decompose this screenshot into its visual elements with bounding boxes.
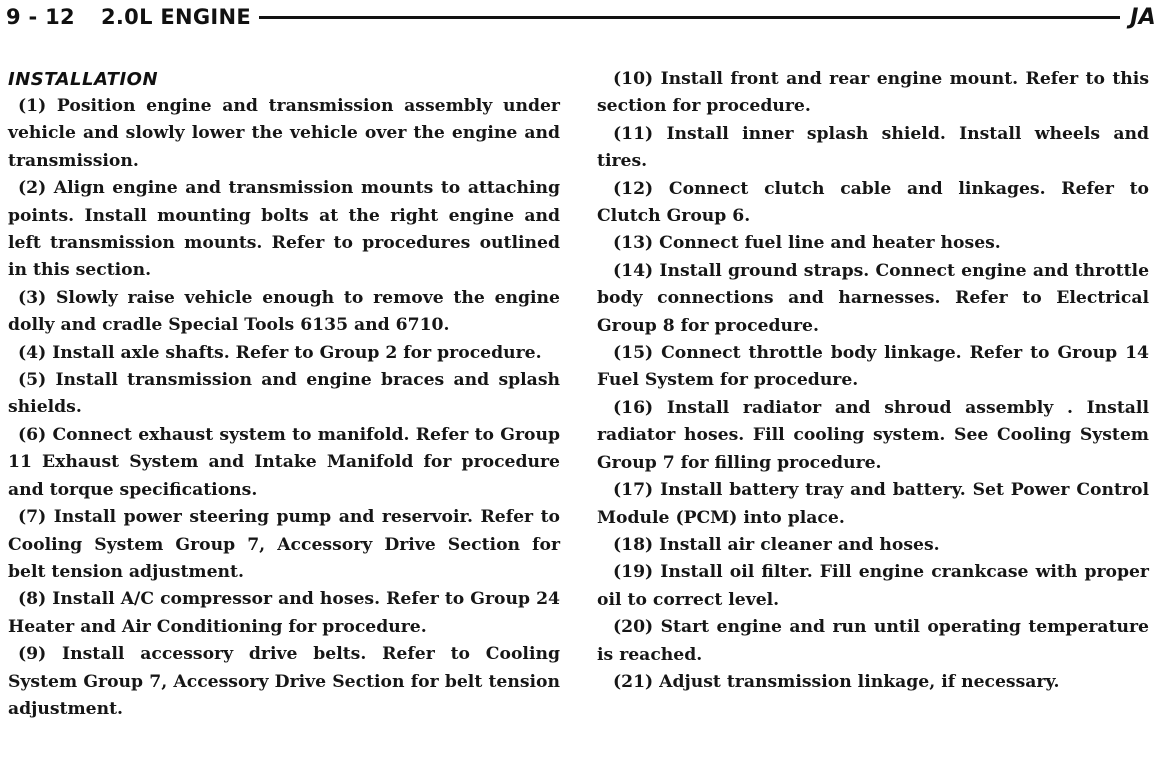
installation-step: (14) Install ground straps. Connect engine and throttle body connections and harnesses. Refer to Electrical Group 8 for procedure.: [597, 260, 1149, 336]
installation-step: (16) Install radiator and shroud assembly . Install radiator hoses. Fill cooling system. See Cooling System Group 7 for filling procedure.: [597, 397, 1149, 473]
installation-step: (4) Install axle shafts. Refer to Group 2 for procedure.: [18, 342, 542, 363]
brand-code: JA: [1130, 4, 1156, 30]
installation-step: (2) Align engine and transmission mounts to attaching points. Install mounting bolts at the right engine and left transmission mounts. Refer to procedures outlined in this section.: [8, 178, 560, 281]
installation-step: (12) Connect clutch cable and linkages. Refer to Clutch Group 6.: [597, 178, 1149, 227]
installation-step: (5) Install transmission and engine braces and splash shields.: [8, 370, 560, 418]
section-heading: INSTALLATION: [8, 69, 159, 90]
section-title: 2.0L ENGINE: [100, 5, 252, 29]
installation-step: (7) Install power steering pump and reservoir. Refer to Cooling System Group 7, Accessory Drive Section for belt tension adjustment.: [8, 507, 560, 582]
installation-step: (9) Install accessory drive belts. Refer to Cooling System Group 7, Accessory Drive Section for belt tension adjustment.: [8, 644, 560, 719]
installation-step: (3) Slowly raise vehicle enough to remove the engine dolly and cradle Special Tools 6135 and 6710.: [8, 287, 560, 336]
header-rule: [259, 16, 1120, 19]
page-header: [6, 2, 1156, 32]
left-column: [8, 66, 560, 723]
right-column: [597, 66, 1149, 696]
installation-step: (1) Position engine and transmission assembly under vehicle and slowly lower the vehicle over the engine and transmission.: [8, 96, 560, 171]
installation-step: (6) Connect exhaust system to manifold. Refer to Group 11 Exhaust System and Intake Manifold for procedure and torque specifications.: [8, 424, 560, 500]
installation-step: (10) Install front and rear engine mount. Refer to this section for procedure.: [597, 69, 1149, 117]
installation-step: (20) Start engine and run until operating temperature is reached.: [597, 617, 1149, 665]
installation-step: (17) Install battery tray and battery. Set Power Control Module (PCM) into place.: [597, 480, 1149, 528]
installation-step: (8) Install A/C compressor and hoses. Refer to Group 24 Heater and Air Conditioning for procedure.: [8, 589, 560, 637]
page-number: 9 - 12: [6, 5, 75, 29]
installation-step: (11) Install inner splash shield. Install wheels and tires.: [597, 123, 1149, 172]
installation-step: (18) Install air cleaner and hoses.: [613, 534, 940, 555]
installation-step: (13) Connect fuel line and heater hoses.: [613, 233, 1001, 254]
installation-step: (15) Connect throttle body linkage. Refer to Group 14 Fuel System for procedure.: [597, 343, 1149, 391]
installation-step: (21) Adjust transmission linkage, if necessary.: [613, 671, 1060, 692]
installation-step: (19) Install oil filter. Fill engine crankcase with proper oil to correct level.: [597, 562, 1149, 610]
